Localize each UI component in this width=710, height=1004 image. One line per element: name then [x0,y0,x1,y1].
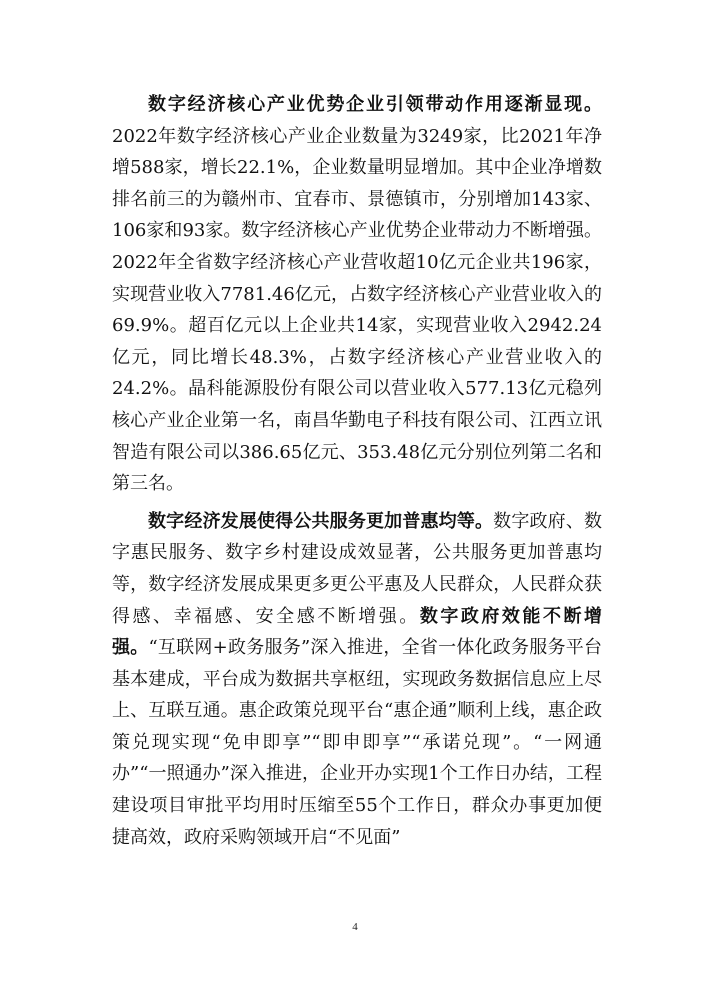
page-number: 4 [352,921,358,933]
paragraph-inline-heading: 数字政府效能不断增强。 [112,605,603,659]
paragraph-lead-heading: 数字经济发展使得公共服务更加普惠均等。 [148,510,494,532]
paragraph-body: 2022年数字经济核心产业企业数量为3249家，比2021年净增588家，增长22.1%，企业数量明显增加。其中企业净增数排名前三的为赣州市、宜春市、景德镇市，分别增加143家、106家和93家。数字经济核心产业优势企业带动力不断增强。2022年全省数字经济核心产业营收超10亿元企业共196家，实现营业收入7781.46亿元，占数字经济核心产业营业收入的69.9%。超百亿元以上企业共14家，实现营业收入2942.24亿元，同比增长48.3%，占数字经济核心产业营业收入的24.2%。晶科能源股份有限公司以营业收入577.13亿元稳列核心产业企业第一名，南昌华勤电子科技有限公司、江西立讯智造有限公司以386.65亿元、353.48亿元分别位列第二名和第三名。 [112,125,602,495]
body-text [112,89,602,859]
paragraph-digital-core-industry [112,89,602,500]
paragraph-lead-heading: 数字经济核心产业优势企业引领带动作用逐渐显现。 [148,94,602,115]
paragraph-body-continued: “互联网+政务服务”深入推进，全省一体化政务服务平台基本建成，平台成为数据共享枢纽，实现政务数据信息应上尽上、互联互通。惠企政策兑现平台“惠企通”顺利上线，惠企政策兑现实现“免申即享”“即申即享”“承诺兑现”。“一网通办”“一照通办”深入推进，企业开办实现1个工作日办结，工程建设项目审批平均用时压缩至55个工作日，群众办事更加便捷高效，政府采购领域开启“不见面” [112,637,603,848]
paragraph-public-services [112,506,602,854]
paragraph-body: 数字政府、数字惠民服务、数字乡村建设成效显著，公共服务更加普惠均等，数字经济发展成果更多更公平惠及人民群众，人民群众获得感、幸福感、安全感不断增强。 [112,510,603,627]
